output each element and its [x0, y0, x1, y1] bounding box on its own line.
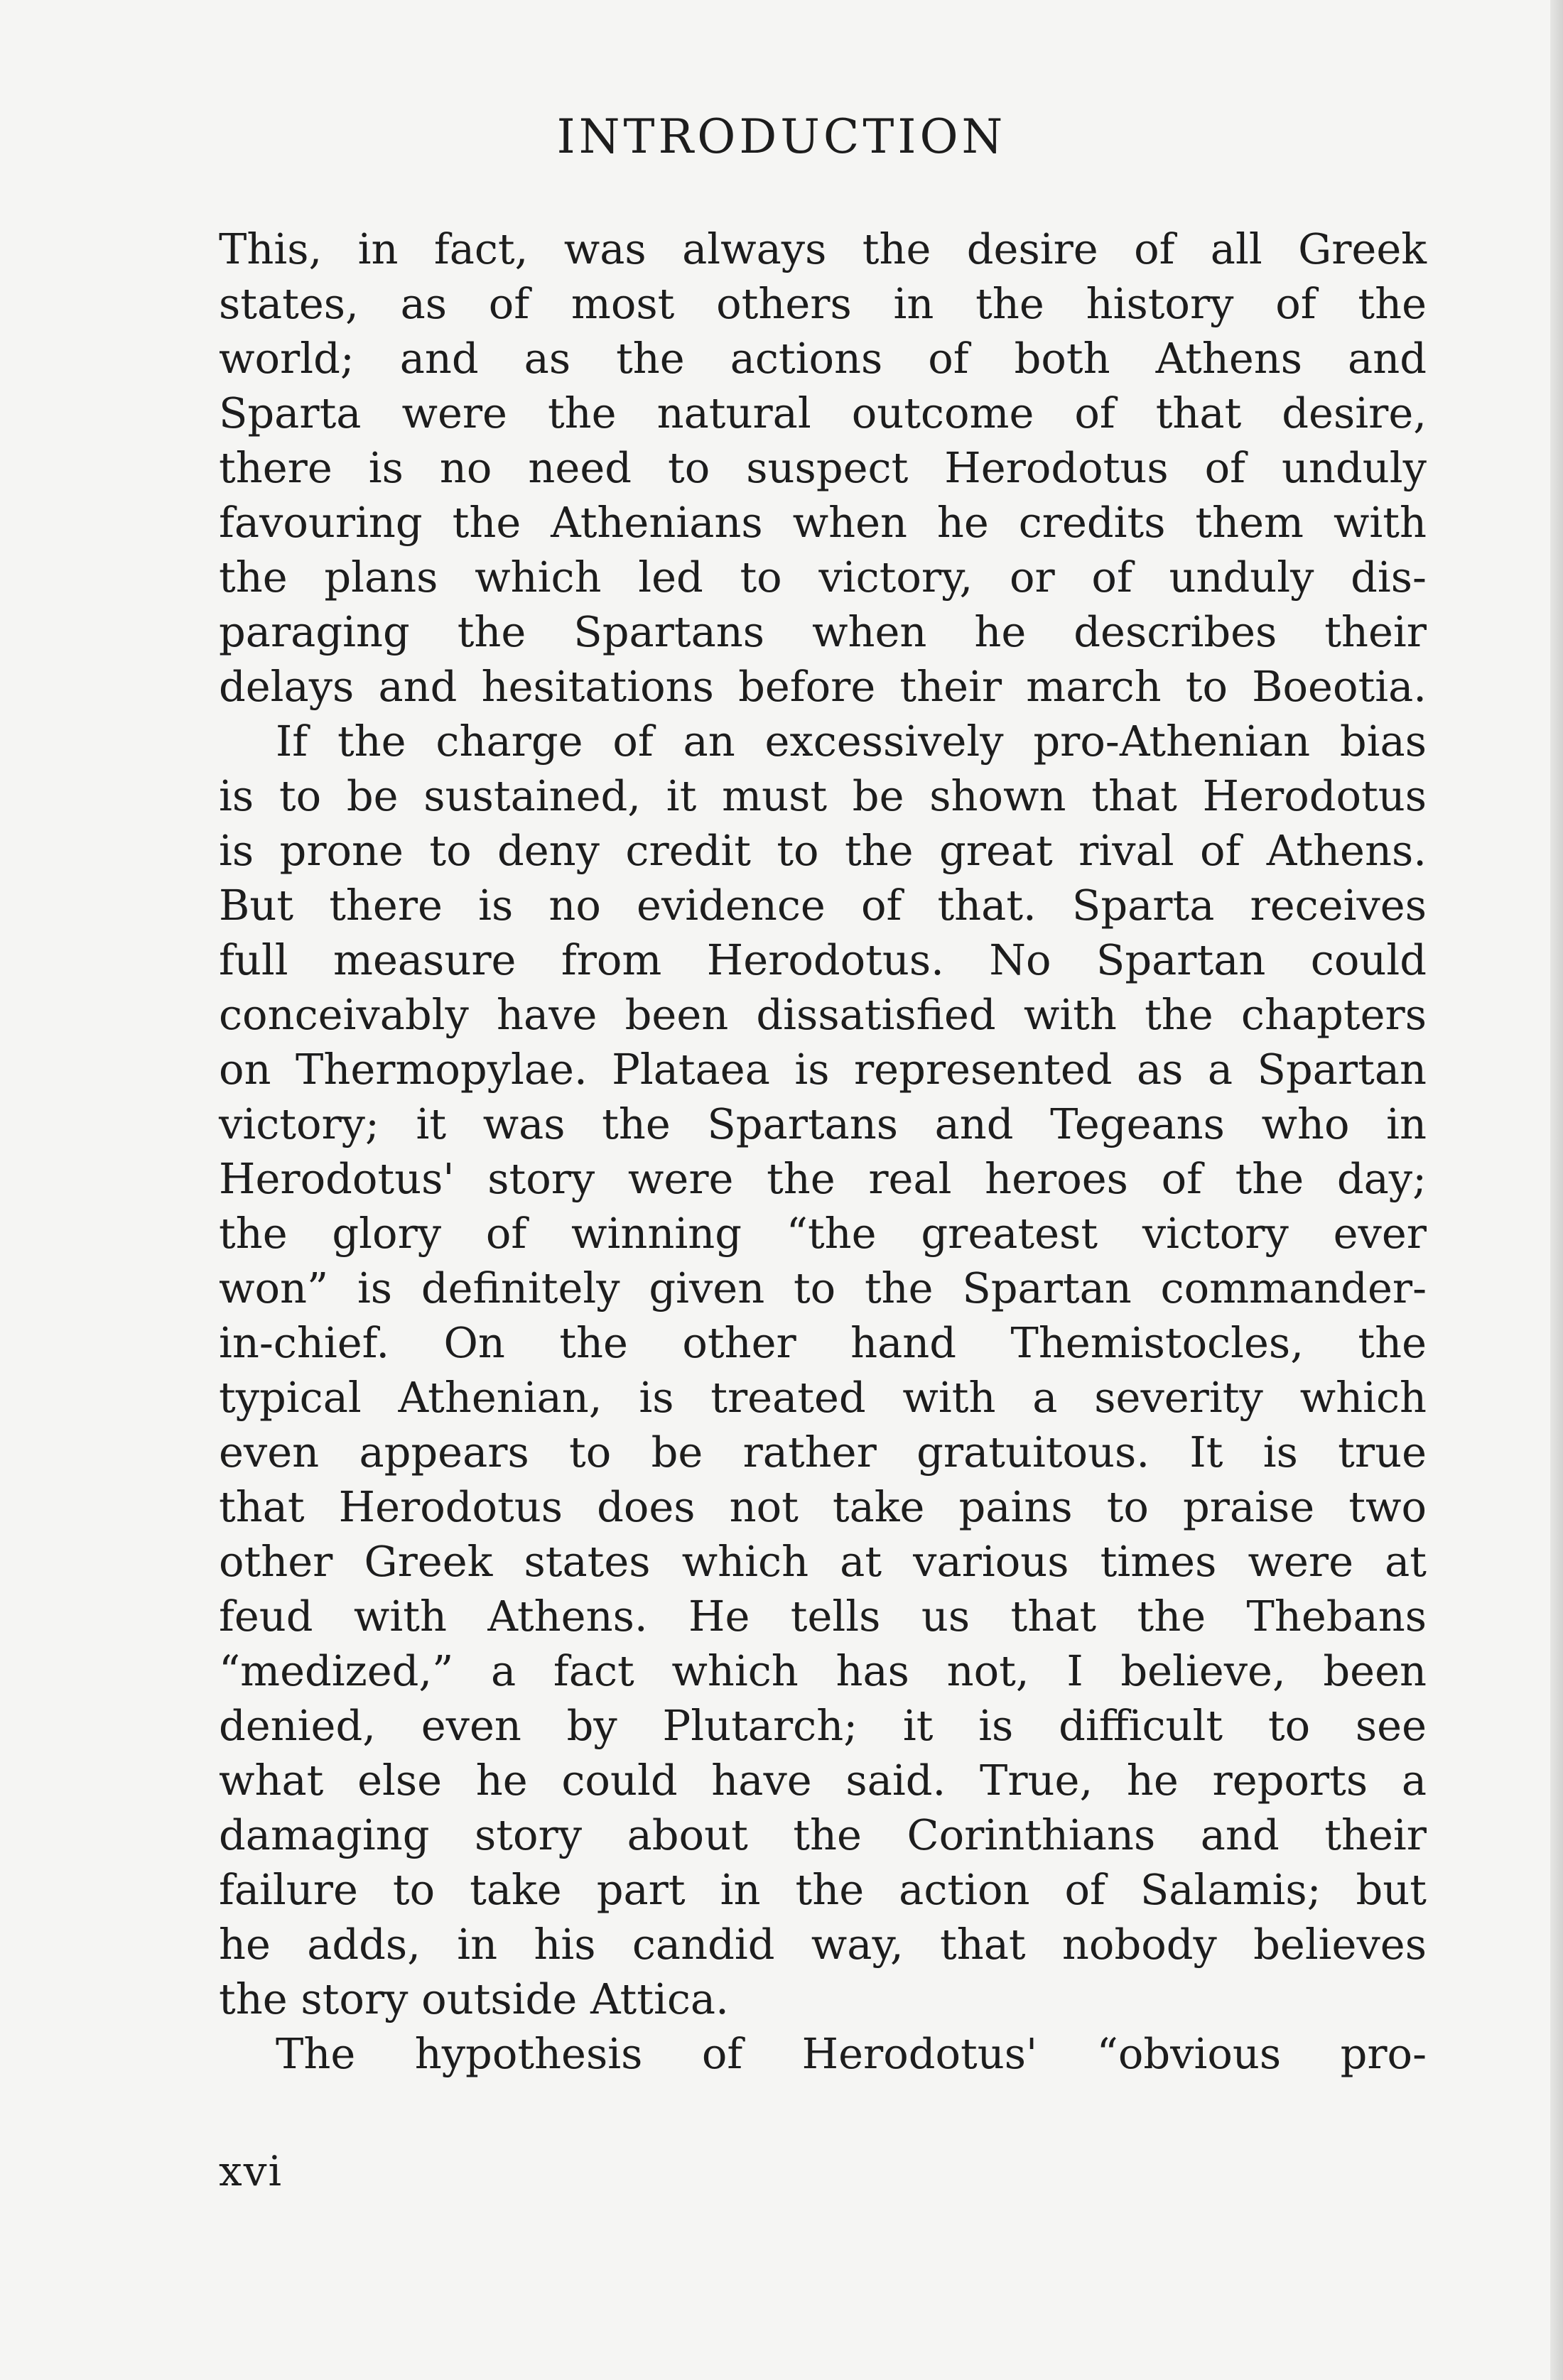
text-line-9: delays and hesitations before their march to Boeotia.: [219, 662, 1427, 711]
text-line-23: even appears to be rather gratuitous. It is true: [219, 1428, 1427, 1477]
page-number: xvi: [219, 2147, 283, 2195]
text-line-26: feud with Athens. He tells us that the Thebans: [219, 1592, 1427, 1641]
text-line-20: won” is definitely given to the Spartan commander-: [219, 1264, 1427, 1313]
text-line-17: victory; it was the Spartans and Tegeans who in: [219, 1099, 1427, 1148]
text-line-32: he adds, in his candid way, that nobody believes: [219, 1920, 1427, 1969]
text-line-5: there is no need to suspect Herodotus of unduly: [219, 443, 1427, 492]
text-line-11: is to be sustained, it must be shown that Herodotus: [219, 771, 1427, 820]
text-line-27: “medized,” a fact which has not, I believe, been: [219, 1646, 1427, 1695]
text-line-34: The hypothesis of Herodotus' “obvious pro-: [276, 2029, 1427, 2078]
text-line-21: in-chief. On the other hand Themistocles, the: [219, 1318, 1427, 1367]
text-line-14: full measure from Herodotus. No Spartan could: [219, 935, 1427, 984]
text-line-28: denied, even by Plutarch; it is difficult to see: [219, 1701, 1427, 1750]
text-line-25: other Greek states which at various times were at: [219, 1537, 1427, 1586]
text-line-2: states, as of most others in the history of the: [219, 279, 1427, 328]
text-line-3: world; and as the actions of both Athens and: [219, 334, 1427, 383]
running-head: INTRODUCTION: [556, 109, 1007, 164]
text-line-19: the glory of winning “the greatest victory ever: [219, 1209, 1427, 1258]
text-line-18: Herodotus' story were the real heroes of the day;: [219, 1154, 1427, 1203]
text-line-6: favouring the Athenians when he credits them with: [219, 498, 1427, 547]
text-line-31: failure to take part in the action of Salamis; but: [219, 1865, 1427, 1914]
text-line-12: is prone to deny credit to the great rival of Athens.: [219, 826, 1427, 875]
text-line-13: But there is no evidence of that. Sparta receives: [219, 881, 1427, 930]
text-line-10: If the charge of an excessively pro-Athenian bias: [276, 717, 1427, 766]
text-line-24: that Herodotus does not take pains to praise two: [219, 1482, 1427, 1531]
page-edge-shadow: [1550, 0, 1563, 2380]
text-line-7: the plans which led to victory, or of unduly dis-: [219, 553, 1427, 602]
body-text: [219, 222, 1427, 2081]
text-line-33: the story outside Attica.: [219, 1974, 729, 2023]
text-line-1: This, in fact, was always the desire of all Greek: [219, 224, 1427, 273]
text-line-4: Sparta were the natural outcome of that desire,: [219, 388, 1427, 438]
text-line-16: on Thermopylae. Plataea is represented as a Spartan: [219, 1045, 1427, 1094]
text-line-8: paraging the Spartans when he describes their: [219, 607, 1427, 656]
text-line-15: conceivably have been dissatisfied with the chapters: [219, 990, 1427, 1039]
text-line-29: what else he could have said. True, he reports a: [219, 1756, 1427, 1805]
text-line-22: typical Athenian, is treated with a severity which: [219, 1373, 1427, 1422]
text-line-30: damaging story about the Corinthians and their: [219, 1810, 1427, 1859]
